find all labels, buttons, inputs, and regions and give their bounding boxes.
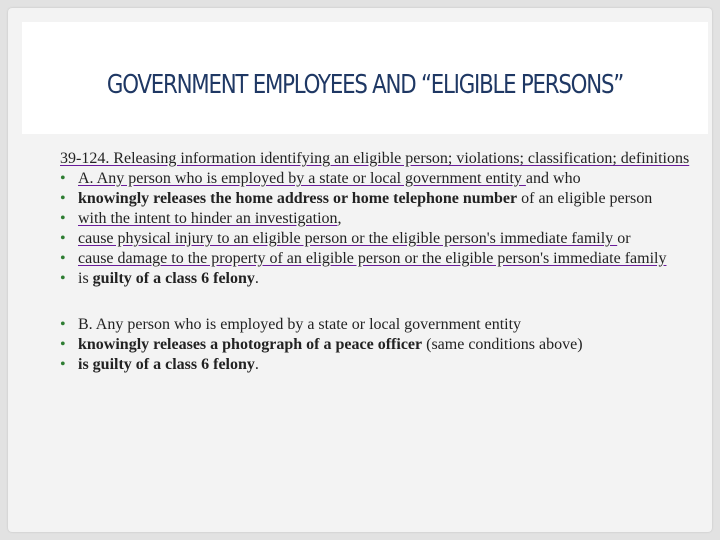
- item-text-bold: guilty of a class 6 felony: [92, 270, 255, 287]
- item-text-underlined: with the intent to hinder an investigation: [78, 210, 338, 227]
- item-text-bold: knowingly releases a photograph of a peace officer: [78, 336, 423, 353]
- list-item: [60, 229, 700, 249]
- list-item: [60, 189, 700, 209]
- item-text: (same conditions above): [422, 336, 583, 353]
- list-item: [60, 249, 700, 269]
- item-text: B. Any person who is employed by a state or local government entity: [78, 316, 522, 333]
- item-text: or: [617, 230, 631, 247]
- item-text: .: [254, 270, 259, 287]
- section-b-list: [60, 315, 700, 375]
- list-item: [60, 315, 700, 335]
- slide-title: GOVERNMENT EMPLOYEES AND “ELIGIBLE PERSONS”: [106, 70, 624, 100]
- item-text-underlined: cause damage to the property of an eligible person or the eligible person's immediate family: [78, 250, 667, 267]
- item-text-bold: is guilty of a class 6 felony: [78, 356, 255, 373]
- list-item: [60, 209, 700, 229]
- item-text: of an eligible person: [517, 190, 653, 207]
- title-box: [22, 22, 708, 134]
- item-text-bold: knowingly releases the home address or home telephone number: [78, 190, 518, 207]
- item-text-underlined: cause physical injury to an eligible person or the eligible person's immediate family: [78, 230, 618, 247]
- statute-heading: 39-124. Releasing information identifying an eligible person; violations; classification; definitions: [60, 150, 690, 167]
- section-a-list: [60, 169, 700, 289]
- item-text: and who: [525, 170, 581, 187]
- spacer: [60, 289, 700, 315]
- item-text: ,: [337, 210, 342, 227]
- list-item: [60, 169, 700, 189]
- slide: [8, 8, 712, 532]
- list-item: [60, 335, 700, 355]
- list-item: [60, 355, 700, 375]
- item-text: .: [254, 356, 259, 373]
- item-text: is: [78, 270, 93, 287]
- slide-body: [60, 149, 700, 375]
- list-item: [60, 269, 700, 289]
- item-text-underlined: A. Any person who is employed by a state or local government entity: [78, 170, 526, 187]
